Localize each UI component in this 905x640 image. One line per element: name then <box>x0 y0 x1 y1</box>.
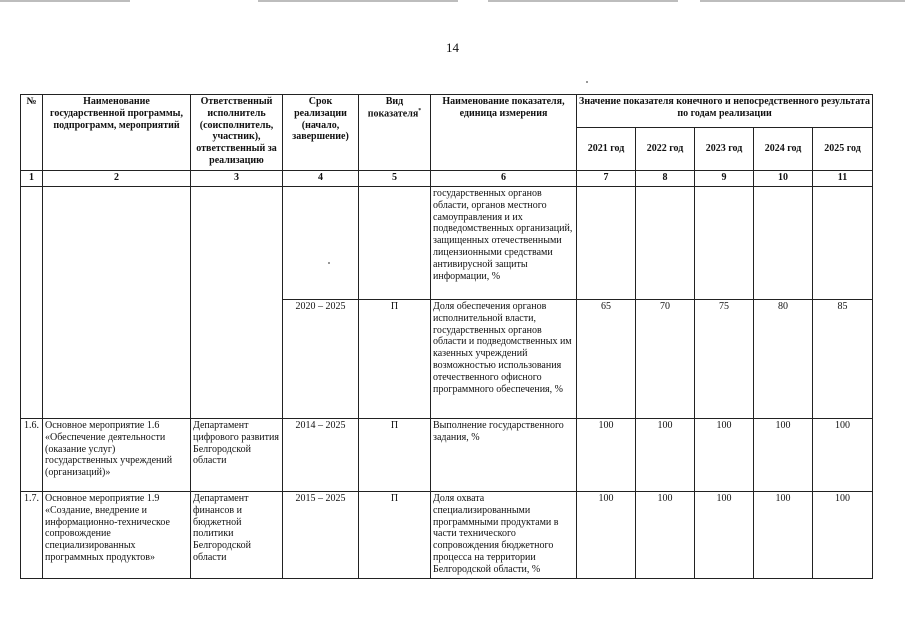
cell-value <box>577 187 636 300</box>
cell-type: П <box>359 300 431 419</box>
scan-edge-left <box>0 0 130 2</box>
cell-responsible: Департамент цифрового развития Белгородской области <box>191 419 283 492</box>
cell-term: 2014 – 2025 <box>283 419 359 492</box>
cell-num: 1.6. <box>21 419 43 492</box>
header-type-mark: * <box>418 107 422 114</box>
cell-num: 1.7. <box>21 492 43 579</box>
cell-responsible: Департамент финансов и бюджетной политики Белгородской области <box>191 492 283 579</box>
header-term: Срок реализации (начало, завершение) <box>283 95 359 171</box>
cell-value: 65 <box>577 300 636 419</box>
cell-value: 100 <box>695 492 754 579</box>
cell-name <box>43 187 191 419</box>
table-row <box>21 419 873 492</box>
cell-type <box>359 187 431 300</box>
cell-value: 100 <box>577 492 636 579</box>
cell-term <box>283 187 359 300</box>
header-year: 2023 год <box>695 128 754 171</box>
cell-value: 75 <box>695 300 754 419</box>
scan-speck <box>586 81 588 83</box>
cell-indicator: государственных органов области, органов местного самоуправления и их подведомственных организаций, защищенных отечественными лицензионными средствами антивирусной защиты информации, % <box>431 187 577 300</box>
cell-name: Основное мероприятие 1.6 «Обеспечение деятельности (оказание услуг) государственных учреждений (организаций)» <box>43 419 191 492</box>
cell-value: 100 <box>813 419 873 492</box>
header-type-label: Вид показателя <box>367 96 419 120</box>
header-year: 2025 год <box>813 128 873 171</box>
column-number: 3 <box>191 171 283 187</box>
cell-value: 100 <box>754 492 813 579</box>
column-number: 2 <box>43 171 191 187</box>
cell-value: 85 <box>813 300 873 419</box>
cell-value: 100 <box>636 492 695 579</box>
cell-indicator: Выполнение государственного задания, % <box>431 419 577 492</box>
cell-type: П <box>359 419 431 492</box>
cell-term: 2015 – 2025 <box>283 492 359 579</box>
program-table <box>20 94 873 579</box>
header-type <box>359 95 431 171</box>
table-row <box>21 187 873 300</box>
cell-responsible <box>191 187 283 419</box>
column-number: 6 <box>431 171 577 187</box>
column-number: 8 <box>636 171 695 187</box>
header-responsible: Ответственный исполнитель (соисполнитель, участник), ответственный за реализацию <box>191 95 283 171</box>
column-number: 11 <box>813 171 873 187</box>
cell-value <box>754 187 813 300</box>
cell-value <box>813 187 873 300</box>
scan-edge-right <box>700 0 905 2</box>
cell-type: П <box>359 492 431 579</box>
table-row <box>21 492 873 579</box>
cell-value <box>636 187 695 300</box>
header-name: Наименование государственной программы, подпрограмм, мероприятий <box>43 95 191 171</box>
header-num: № <box>21 95 43 171</box>
cell-name: Основное мероприятие 1.9 «Создание, внедрение и информационно-техническое сопровождение специализированных программных продуктов» <box>43 492 191 579</box>
header-indicator: Наименование показателя, единица измерения <box>431 95 577 171</box>
scan-edge-mid2 <box>488 0 678 2</box>
header-year: 2022 год <box>636 128 695 171</box>
column-number: 5 <box>359 171 431 187</box>
header-values-group: Значение показателя конечного и непосредственного результата по годам реализации <box>577 95 873 128</box>
cell-value: 100 <box>754 419 813 492</box>
page-number: 14 <box>446 40 459 55</box>
cell-value: 100 <box>695 419 754 492</box>
column-number: 10 <box>754 171 813 187</box>
scan-edge-mid <box>258 0 458 2</box>
column-number: 7 <box>577 171 636 187</box>
cell-indicator: Доля обеспечения органов исполнительной власти, государственных органов области и подведомственных им казенных учреждений возможностью использования отечественного офисного программного обеспечения, % <box>431 300 577 419</box>
cell-value: 70 <box>636 300 695 419</box>
column-numbers-row <box>21 171 873 187</box>
cell-value: 80 <box>754 300 813 419</box>
header-year: 2024 год <box>754 128 813 171</box>
cell-value: 100 <box>577 419 636 492</box>
column-number: 4 <box>283 171 359 187</box>
cell-value: 100 <box>636 419 695 492</box>
cell-indicator: Доля охвата специализированными программными продуктами в части технического сопровождения бюджетного процесса на территории Белгородской области, % <box>431 492 577 579</box>
cell-value: 100 <box>813 492 873 579</box>
header-year: 2021 год <box>577 128 636 171</box>
column-number: 9 <box>695 171 754 187</box>
cell-num <box>21 187 43 419</box>
column-number: 1 <box>21 171 43 187</box>
cell-term: 2020 – 2025 <box>283 300 359 419</box>
cell-value <box>695 187 754 300</box>
